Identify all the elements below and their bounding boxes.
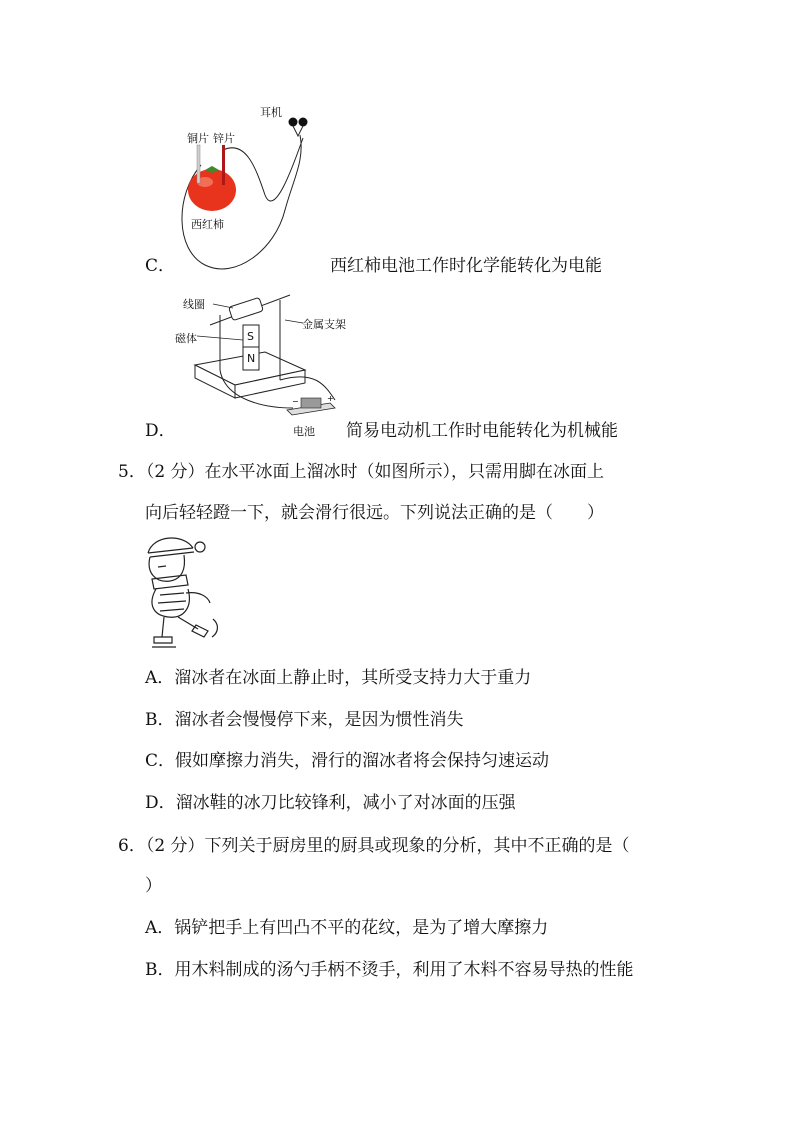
- q5-option-b: B．溜冰者会慢慢停下来，是因为惯性消失: [145, 710, 464, 730]
- svg-text:−: −: [292, 397, 299, 406]
- q5-option-a: A．溜冰者在冰面上静止时，其所受支持力大于重力: [145, 668, 532, 688]
- copper-label: 铜片: [187, 132, 209, 145]
- q6-option-a: A．锅铲把手上有凹凸不平的花纹，是为了增大摩擦力: [145, 918, 549, 938]
- tomato-label: 西红柿: [191, 218, 224, 231]
- q5-option-c: C．假如摩擦力消失，滑行的溜冰者将会保持匀速运动: [145, 751, 550, 771]
- ice-skater-drawing: [138, 533, 228, 653]
- coil-label: 线圈: [183, 298, 205, 311]
- q6-stem-line2: ）: [145, 876, 162, 896]
- battery-label: 电池: [293, 425, 315, 438]
- q6-option-b: B．用木料制成的汤勺手柄不烫手，利用了木料不容易导热的性能: [145, 960, 634, 980]
- tomato-battery-figure: [165, 100, 335, 275]
- q5-stem-line2: 向后轻轻蹬一下，就会滑行很远。下列说法正确的是（ ）: [145, 503, 604, 523]
- magnet-s-label: S: [247, 330, 254, 343]
- option-d-caption: 简易电动机工作时电能转化为机械能: [346, 421, 618, 441]
- option-c-caption: 西红柿电池工作时化学能转化为电能: [330, 256, 602, 276]
- option-c-letter: C．: [145, 256, 176, 276]
- option-d-letter: D．: [145, 421, 176, 441]
- simple-motor-figure: [165, 290, 355, 440]
- tomato-battery-drawing: [165, 100, 335, 275]
- simple-motor-drawing: [165, 290, 355, 440]
- q5-stem-line1: 5．（2 分）在水平冰面上溜冰时（如图所示），只需用脚在冰面上: [118, 462, 605, 482]
- magnet-label: 磁体: [175, 332, 197, 345]
- earphone-label: 耳机: [260, 106, 282, 119]
- q5-option-d: D．溜冰鞋的冰刀比较锋利，减小了对冰面的压强: [145, 793, 516, 813]
- bracket-label: 金属支架: [302, 318, 346, 331]
- q6-stem-line1: 6．（2 分）下列关于厨房里的厨具或现象的分析，其中不正确的是（: [118, 836, 630, 856]
- ice-skater-figure: [138, 533, 228, 653]
- zinc-label: 锌片: [213, 132, 235, 145]
- svg-text:+: +: [327, 394, 334, 403]
- magnet-n-label: N: [247, 352, 256, 365]
